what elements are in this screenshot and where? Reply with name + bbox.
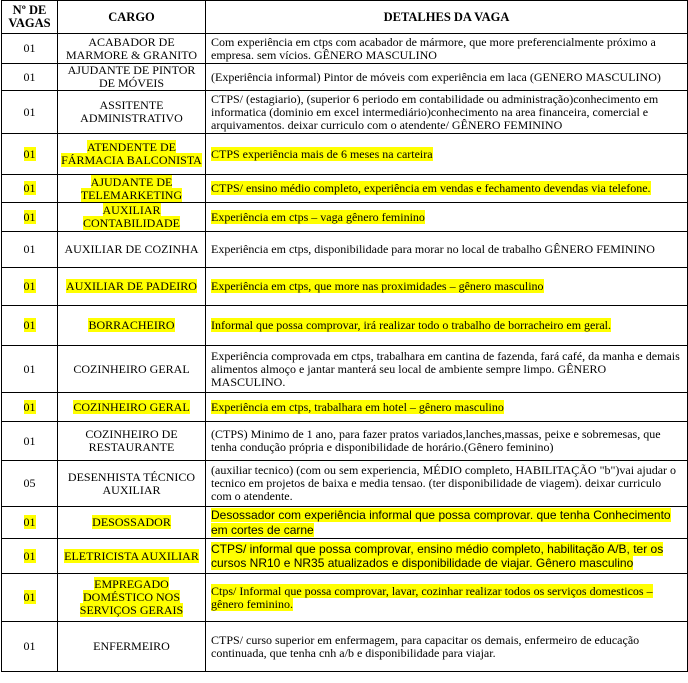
- vagas-cell: 01: [2, 175, 58, 203]
- table-row: [2, 306, 688, 346]
- table-row: [2, 422, 688, 461]
- vagas-cell: 01: [2, 306, 58, 346]
- cargo-cell: ACABADOR DE MARMORE & GRANITO: [58, 34, 206, 64]
- table-row: [2, 34, 688, 64]
- table-row: [2, 64, 688, 91]
- cargo-cell: AUXILIAR CONTABILIDADE: [58, 203, 206, 232]
- vagas-table: [1, 0, 688, 672]
- cargo-cell: ENFERMEIRO: [58, 622, 206, 672]
- vagas-cell: 01: [2, 346, 58, 393]
- cargo-cell: ATENDENTE DE FÁRMACIA BALCONISTA: [58, 134, 206, 175]
- table-row: [2, 622, 688, 672]
- cargo-cell: ASSITENTE ADMINISTRATIVO: [58, 91, 206, 134]
- detalhes-cell: Experiência em ctps, que more nas proximidades – gênero masculino: [206, 268, 688, 306]
- table-row: [2, 574, 688, 622]
- vagas-cell: 01: [2, 134, 58, 175]
- vagas-cell: 01: [2, 507, 58, 539]
- vagas-cell: 01: [2, 268, 58, 306]
- cargo-cell: DESENHISTA TÉCNICO AUXILIAR: [58, 461, 206, 507]
- detalhes-cell: Experiência comprovada em ctps, trabalhara em cantina de fazenda, fará café, da manha e demais alimentos almoço e jantar manterá seu local de ambiente sempre limpo. GÊNERO MASCULINO.: [206, 346, 688, 393]
- header-cargo: CARGO: [58, 1, 206, 34]
- detalhes-cell: Ctps/ Informal que possa comprovar, lavar, cozinhar realizar todos os serviços domesticos – gênero feminino.: [206, 574, 688, 622]
- detalhes-cell: CTPS/ curso superior em enfermagem, para capacitar os demais, enfermeiro de educação continuada, que tenha cnh a/b e disponibilidade para viajar.: [206, 622, 688, 672]
- vagas-cell: 01: [2, 203, 58, 232]
- header-vagas: Nº DE VAGAS: [2, 1, 58, 34]
- detalhes-cell: CTPS/ ensino médio completo, experiência em vendas e fechamento devendas via telefone.: [206, 175, 688, 203]
- vagas-cell: 01: [2, 422, 58, 461]
- table-row: [2, 134, 688, 175]
- cargo-cell: EMPREGADO DOMÉSTICO NOS SERVIÇOS GERAIS: [58, 574, 206, 622]
- detalhes-cell: (Experiência informal) Pintor de móveis com experiência em laca (GENERO MASCULINO): [206, 64, 688, 91]
- detalhes-cell: CTPS/ informal que possa comprovar, ensino médio completo, habilitação A/B, ter os cursos NR10 e NR35 atualizados e disponibilidade de viajar. Gênero masculino: [206, 539, 688, 574]
- table-header-row: [2, 1, 688, 34]
- detalhes-cell: CTPS/ (estagiario), (superior 6 periodo em contabilidade ou administração)conhecimento em informatica (dominio em excel intermediário)conhecimento na area financeira, comercial e arquivamentos. deixar curriculo com o atendente/ GÊNERO FEMININO: [206, 91, 688, 134]
- cargo-cell: AUXILIAR DE PADEIRO: [58, 268, 206, 306]
- cargo-cell: COZINHEIRO DE RESTAURANTE: [58, 422, 206, 461]
- table-row: [2, 539, 688, 574]
- detalhes-cell: Experiência em ctps, disponibilidade para morar no local de trabalho GÊNERO FEMININO: [206, 232, 688, 268]
- detalhes-cell: CTPS experiência mais de 6 meses na carteira: [206, 134, 688, 175]
- vagas-cell: 05: [2, 461, 58, 507]
- cargo-cell: AJUDANTE DE TELEMARKETING: [58, 175, 206, 203]
- detalhes-cell: (auxiliar tecnico) (com ou sem experiencia, MÉDIO completo, HABILITAÇÃO "b")vai ajudar o tecnico em projetos de baixa e media tensao. (ter disponibilidade de viagem). deixar curriculo com o atendente.: [206, 461, 688, 507]
- cargo-cell: AJUDANTE DE PINTOR DE MÓVEIS: [58, 64, 206, 91]
- table-row: [2, 175, 688, 203]
- table-row: [2, 507, 688, 539]
- detalhes-cell: Com experiência em ctps com acabador de mármore, que more preferencialmente próximo a empresa. sem vícios. GÊNERO MASCULINO: [206, 34, 688, 64]
- detalhes-cell: (CTPS) Minimo de 1 ano, para fazer pratos variados,lanches,massas, peixe e sobremesas, que tenha condução própria e disponibilidade de horário.(Gênero feminino): [206, 422, 688, 461]
- detalhes-cell: Experiência em ctps, trabalhara em hotel – gênero masculino: [206, 393, 688, 422]
- vagas-cell: 01: [2, 232, 58, 268]
- vagas-cell: 01: [2, 622, 58, 672]
- table-row: [2, 268, 688, 306]
- cargo-cell: AUXILIAR DE COZINHA: [58, 232, 206, 268]
- table-row: [2, 393, 688, 422]
- vagas-cell: 01: [2, 574, 58, 622]
- cargo-cell: DESOSSADOR: [58, 507, 206, 539]
- table-row: [2, 91, 688, 134]
- detalhes-cell: Informal que possa comprovar, irá realizar todo o trabalho de borracheiro em geral.: [206, 306, 688, 346]
- detalhes-cell: Experiência em ctps – vaga gênero feminino: [206, 203, 688, 232]
- vagas-cell: 01: [2, 91, 58, 134]
- table-row: [2, 232, 688, 268]
- cargo-cell: ELETRICISTA AUXILIAR: [58, 539, 206, 574]
- table-row: [2, 203, 688, 232]
- vagas-cell: 01: [2, 34, 58, 64]
- vagas-cell: 01: [2, 539, 58, 574]
- cargo-cell: COZINHEIRO GERAL: [58, 393, 206, 422]
- detalhes-cell: Desossador com experiência informal que possa comprovar. que tenha Conhecimento em cortes de carne: [206, 507, 688, 539]
- table-row: [2, 461, 688, 507]
- cargo-cell: BORRACHEIRO: [58, 306, 206, 346]
- vagas-cell: 01: [2, 64, 58, 91]
- header-detalhes: DETALHES DA VAGA: [206, 1, 688, 34]
- cargo-cell: COZINHEIRO GERAL: [58, 346, 206, 393]
- table-row: [2, 346, 688, 393]
- vagas-cell: 01: [2, 393, 58, 422]
